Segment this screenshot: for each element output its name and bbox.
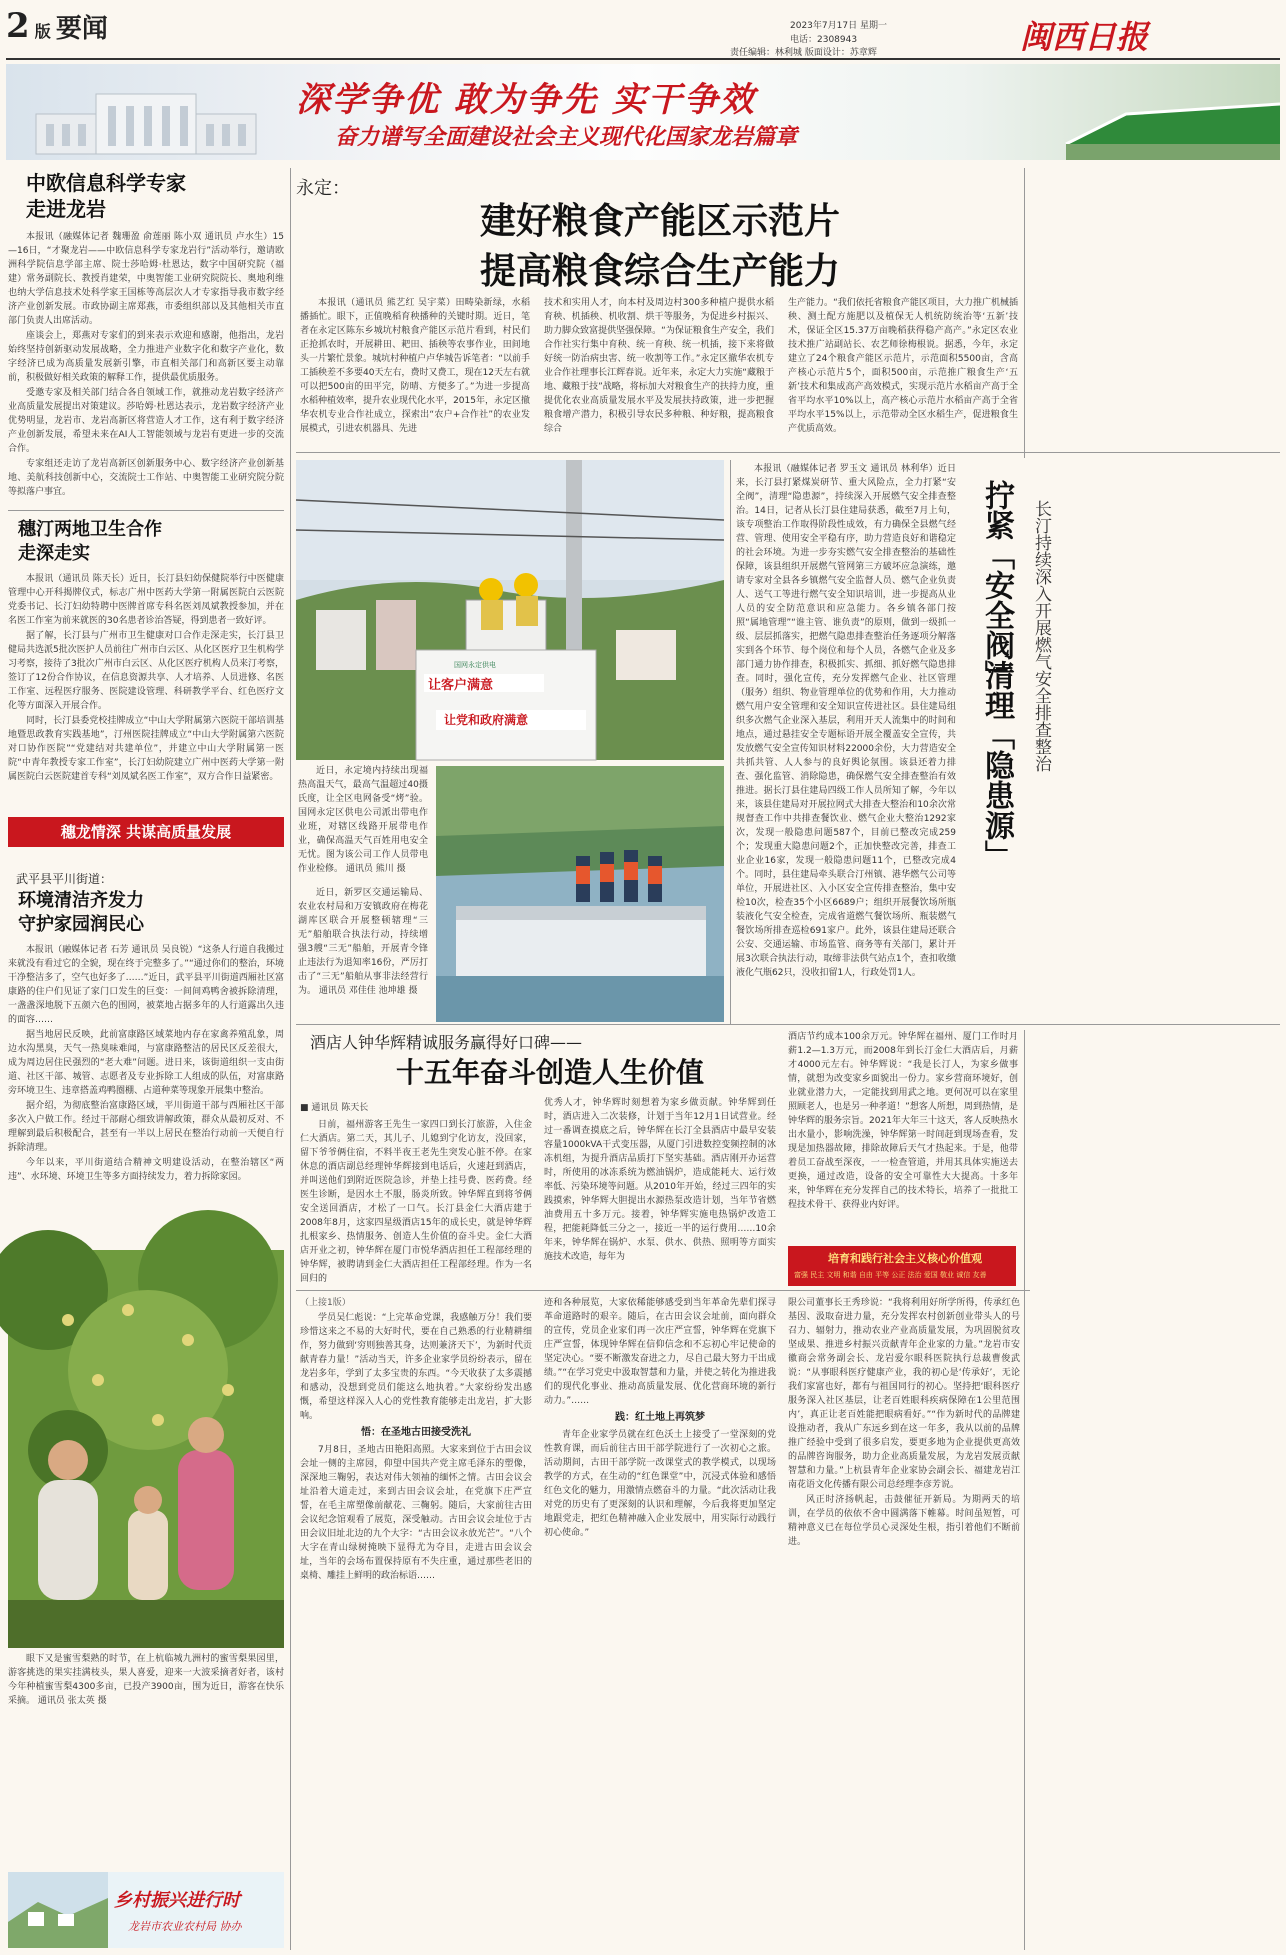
col-divider-right xyxy=(1024,1030,1025,1950)
theme-banner xyxy=(6,64,1280,160)
article3-para: 据介绍，为彻底整治富康路区域，平川街道干部与西厢社区干部多次入户做工作。经过干部耐心细致讲解政策，群众从最初反对、不理解到最后积极配合，甚至有一半以上居民在整治行动前一天便自行拆除清理。 xyxy=(8,1101,284,1153)
lower-para: 7月8日，圣地古田艳阳高照。大家来到位于古田会议会址一侧的主席园，仰望中国共产党主席毛泽东的塑像，深深地三鞠躬，表达对伟大领袖的缅怀之情。古田会议会址沿着大道走过，来到古田会议会址，在党旗下庄严宣誓，在毛主席塑像前献花、三鞠躬。随后，大家前往古田会议纪念馆观看了展览，深受触动。古田会议会址位于古田会议旧址北边的九个大字：“古田会议永放光芒”。“八个大字在青山绿树掩映下显得尤为夺目，走进古田会议会址，当年的会场布置保持原有不失庄重，通过那些老旧的桌椅、雕挂上鲜明的政治标语…… xyxy=(300,1445,532,1581)
photo-train-station xyxy=(1030,168,1280,450)
core-values-list: 富强 民主 文明 和谐 自由 平等 公正 法治 爱国 敬业 诚信 友善 xyxy=(794,1271,987,1279)
photo1-caption: 近日，永定境内持续出现福热高温天气，最高气温超过40摄氏度，让全区电网备受“烤”验。国网永定区供电公司派出带电作业班，对辖区线路开展带电作业，确保高温天气百姓用电安全无忧。图为该公司工作人员带电作业检修。 通讯员 熊川 摄 xyxy=(298,766,428,874)
section-bar-suilong: 穗龙情深 共谋高质量发展 xyxy=(8,817,284,847)
truck-sign-company: 国网永定供电 xyxy=(454,661,496,669)
gas-article-title-a: 拧紧「安全阀」 xyxy=(979,480,1014,690)
article3-para: 据当地居民反映，此前富康路区域菜地内存在家禽养殖乱象，周边水沟黑臭，天气一热臭味难闻，与富康路整洁的居民区反差很大，成为周边居住民强烈的“老大难”问题。进日来，该街道组织一支由街道、社区干部、城管、志愿者及专业拆除工人组成的队伍，对富康路旁环境卫生、违章搭盖鸡鸭圈棚、占道种菜等现象开展集中整治。 xyxy=(8,1030,284,1096)
article2-para: 本报讯（通讯员 陈天长）近日，长汀县妇幼保健院举行中医健康管理中心开科揭牌仪式，标志广州中医药大学第一附属医院白云医院党委书记、长汀妇幼特聘中医牌首席专科名医刘凤斌教授参加，并在名医工作室为前来就医的30名患者诊治答疑，得到患者一致好评。 xyxy=(8,574,284,626)
rule xyxy=(296,452,1280,453)
page-unit: 版 xyxy=(34,22,51,41)
article3-title1: 环境清洁齐发力 xyxy=(18,890,144,911)
banner-train xyxy=(1066,84,1280,160)
header-rule xyxy=(6,58,1280,60)
lower-para: 青年企业家学员就在红色沃土上接受了一堂深刻的党性教育课，而后前往古田干部学院进行了一次初心之旅。活动期间，古田干部学院一改课堂式的教学模式，以现场教学的方式，在生动的“红色课堂”中，沉浸式体验和感悟红色文化的魅力，用激情点燃奋斗的力量。“此次活动让我对党的历史有了更深刻的认识和理解，今后我将更加坚定地跟党走，把红色精神融入企业发展中，用实际行动践行初心使命。” xyxy=(544,1430,776,1538)
article2-body xyxy=(8,572,284,784)
gas-article-title-b: 清理「隐患源」 xyxy=(979,660,1014,870)
page-header xyxy=(0,0,1286,62)
rural-bar-sub: 龙岩市农业农村局 协办 xyxy=(128,1920,242,1933)
photo-power-workers xyxy=(296,460,724,760)
article3-title2: 守护家园润民心 xyxy=(18,914,144,935)
lower-article-col3 xyxy=(788,1296,1020,1950)
article1-para: 本报讯（融媒体记者 魏珊盈 俞莲丽 陈小双 通讯员 卢水生）15—16日，“才聚龙岩——中欧信息科学专家龙岩行”活动举行，邀请欧洲科学院信息学部主席、院士莎哈姆·杜恩达，数字中国研究院（福建）常务副院长、教授肖建荣，中奥智能工业研究院院长、奥地利维也纳大学信息技术处科学家王国栋等高层次人才专家指导我市数字经济产业创新发展。市政协副主席郑燕，市委组织部以及其他相关市直部门负责人出席活动。 xyxy=(8,232,284,326)
rural-bar-title: 乡村振兴进行时 xyxy=(114,1890,240,1911)
continued-label: （上接1版） xyxy=(300,1298,351,1308)
article3-kicker: 武平县平川街道： xyxy=(16,872,113,886)
hotel-article-col2: 优秀人才，钟华辉时刻想着为家乡做贡献。钟华辉到任时，酒店进入二次装修，计划于当年12月1日试营业。经过一番调查摸底之后，钟华辉在长汀全县酒店中最早安装容量1000kVA干式变压器，从厦门引进数控变频控制的冰冻机组，为提升酒店品质打下坚实基础。酒店刚开办运营时，所使用的冰冻系统为燃油锅炉，造成能耗大、运行效率低、污染环境等问题。从2010年开始，经过三四年的实践摸索，钟华辉大胆提出水源热泵改造计划，当年节省燃油费用五十多万元。接着，钟华辉实施电热锅炉改造工程，把能耗降低三分之一，接近一半的运行费用……10余年来，钟华辉在锅炉、水泵、供水、供热、照明等方面实施技术改造，每年为 xyxy=(544,1098,776,1262)
article1-para: 受邀专家及相关部门结合各自领域工作，就推动龙岩数字经济产业高质量发展提出对策建议。莎哈姆·杜恩达表示，龙岩数字经济产业优势明显，龙岩市、龙岩高新区将营造人才工作，这有利于数字经济产业创新发展，希望未来在AI人工智能领域与龙岩有更进一步的交流合作。 xyxy=(8,388,284,454)
article1-title2: 走进龙岩 xyxy=(26,197,106,221)
lower-para: 限公司董事长王秀珍说：“我将利用好所学所得，传承红色基因、汲取奋进力量，充分发挥农村创新创业带头人的号召力、辐射力，推动农业产业高质量发展，为巩固脱贫攻坚成果、推进乡村振兴贡献青年企业家的力量。”龙岩市安徽商会常务副会长、龙岩爱尔眼科医院执行总裁曹俊武说：“从事眼科医疗健康产业，我的初心是‘传承好’，无论我们家富也好，都有与祖国同行的初心。坚持把‘眼科医疗服务深入社区基层，让老百姓眼科疾病保障在1公里范围内’，真正让老百姓能把眼病看好。”“作为新时代的品牌建设推动者，我从广东远乡到在这一年多，我从以前的品牌推广经验中受到了很多启发，要更多地为企业提供更高效的品牌咨询服务，助力企业高质量发展，为龙岩发展贡献智慧和力量。”上杭县青年企业家协会副会长、福建龙岩江南花语文化传播有限公司总经理李彦芳说。 xyxy=(788,1298,1020,1490)
banner-line2: 奋力谱写全面建设社会主义现代化国家龙岩篇章 xyxy=(334,124,797,150)
article3 xyxy=(8,870,284,1182)
hotel-article-col1: 日前，福州游客王先生一家四口到长汀旅游，入住金仁大酒店。第二天，其儿子、儿媳到宁化访友，没回家，留下爷爷俩住宿，不料半夜王老先生突发心脏不停。在家休息的酒店副总经理钟华辉接到电话后，火速赶到酒店，并叫送他们到附近医院急诊，并垫上挂号费、医药费。经医生诊断，是因水土不服，肠炎所致。钟华辉直到将爷俩安全送回酒店，才松了一口气。长汀县金仁大酒店建于2008年8月，这家四星级酒店15年的成长史，就是钟华辉扎根家乡、热情服务、创造人生价值的奋斗史。金仁大酒店开业之初，钟华辉在厦门市悦华酒店担任工程部经理的钟华辉，被聘请到金仁大酒店担任工程部经理。作为一名回归的 xyxy=(300,1120,532,1284)
lower-article-col1 xyxy=(300,1296,532,1950)
article2-title2: 走深走实 xyxy=(18,543,90,564)
header-phone: 电话：2308943 xyxy=(790,35,858,45)
photo-bottom-caption: 眼下又是蜜雪梨熟的时节，在上杭临城九洲村的蜜雪梨果园里，游客挑选的果实挂满枝头，果人喜爱，迎来一大波采摘者好者，该村今年种植蜜雪梨4300多亩，已投产3900亩，围为近日，游客在快乐采摘。 通讯员 张太英 摄 xyxy=(8,1654,284,1706)
header-editors: 责任编辑：林利城 版面设计：苏章辉 xyxy=(730,48,877,58)
main-article-col2: 技术和实用人才，向本村及周边村300多种植户提供水稻育秧、机插秧、机收割、烘干等服务，为促进乡村振兴、助力脚众致富提供坚强保障。“为保证粮食生产安全，我们合作社实行集中育秧、统一育秧、统一机插，接下来将做好统一防治病虫害、统一收割等工作。”永定区撤华农机专业合作社理事长江辉春说。近年来，永定大力实施“藏粮于地、藏粮于技”战略，将标加大对粮食生产的扶持力度，重提优化农业高质量发展水平及发展扶持政策，进一步把握粮食增产潜力，积极引导农民多种粮、种好粮，提高粮食综合 xyxy=(544,298,774,434)
hotel-article-title: 十五年奋斗创造人生价值 xyxy=(395,1056,704,1089)
photo-boat-patrol xyxy=(436,766,724,1022)
main-article-col3: 生产能力。“我们依托省粮食产能区项目，大力推广机械插秧、测土配方施肥以及植保无人机统防统治等‘五新’技术，保证全区15.37万亩晚稻获得稳产高产。”永定区农业技术推广站副站长、农艺师徐梅根说。据悉，今年，永定建立了24个粮食产能区示范片，示范面积5500亩，含高产核心示范片5个，面积500亩，示范推广粮食生产‘五新’技术和集成高产高效模式，实现示范片水稻亩产高于全省平均水平10%以上，高产核心示范片水稻亩产高于全省平均水平15%以上，示范带动全区水稻生产，促进粮食生产优质高效。 xyxy=(788,298,1018,434)
article2-para: 据了解，长汀县与广州市卫生健康对口合作走深走实，长汀县卫健局共选派5批次医护人员前往广州市白云区、从化区医疗卫生机构学习考察，接待了3批次广州市白云区、从化区医疗机构人员来汀考察，签订了12份合作协议，在信息资源共享、人才培养、人员进修、名医工作室、远程医疗服务、医院建设管理、科研教学平台、红色医疗文化等方面深入开展合作。 xyxy=(8,631,284,711)
lower-para: 迹和各种展览，大家依稀能够感受到当年革命先辈们探寻革命道路时的艰辛。随后，在古田会议会址前，面向群众的宣传，党员企业家们再一次庄严宣誓，钟华辉在党旗下庄严宣誓，体现钟华辉在信仰信念和不忘初心牢记使命的坚定决心。“要不断激发奋进之力，尽自己最大努力干出成绩。”“在学习党史中汲取智慧和力量，并使之转化为推进我们的现代化事业、推动高质量发展、优化营商环境的新行动力。”…… xyxy=(544,1298,776,1406)
rural-revitalization-bar xyxy=(8,1872,284,1948)
page-number: 2 xyxy=(6,6,30,46)
page-number-box xyxy=(6,6,136,46)
article3-body xyxy=(8,943,284,1184)
main-article-title1: 建好粮食产能区示范片 xyxy=(479,200,840,242)
right-column-space xyxy=(1030,1030,1280,1950)
article1-para: 座谈会上，郑燕对专家们的到来表示欢迎和感谢，他指出，龙岩始终坚持创新驱动发展战略，全力推进产业数字化和数字产业化，数字经济已成为高质量发展新引擎，市直相关部门和高新区要主动靠前，积极做好相关政策的解释工作，提供最优质服务。 xyxy=(8,331,284,383)
core-values-title: 培育和践行社会主义核心价值观 xyxy=(828,1252,982,1265)
hotel-article-byline: ■ 通讯员 陈天长 xyxy=(300,1103,369,1113)
article2 xyxy=(8,518,284,804)
section-title: 要闻 xyxy=(55,14,108,44)
article2-title1: 穗汀两地卫生合作 xyxy=(18,519,162,540)
article3-para: 今年以来，平川街道结合精神文明建设活动，在整治辖区“两违”、水环境、环境卫生等多方面持续发力，着力拆除家园。 xyxy=(8,1158,284,1182)
col-divider-main xyxy=(1024,168,1025,458)
header-date: 2023年7月17日 星期一 xyxy=(790,21,887,31)
truck-sign-party: 让党和政府满意 xyxy=(444,713,529,727)
article1-para: 专家组还走访了龙岩高新区创新服务中心、数字经济产业创新基地、美航科技创新中心，交流院士工作站、中奥智能工业研究院分院等拟落户事宜。 xyxy=(8,459,284,497)
core-values-banner xyxy=(788,1246,1016,1286)
gas-article-subtitle: 长汀持续深入开展燃气安全排查整治 xyxy=(1031,500,1051,772)
hotel-article-kicker: 酒店人钟华辉精诚服务赢得好口碑—— xyxy=(310,1033,583,1052)
col-divider-gas xyxy=(730,460,731,1024)
main-article-title2: 提高粮食综合生产能力 xyxy=(479,250,840,292)
subhead-wu: 悟：在圣地古田接受洗礼 xyxy=(361,1427,471,1438)
rule xyxy=(296,1024,1280,1025)
article1-title1: 中欧信息科学专家 xyxy=(26,171,186,195)
subhead-jian: 践：红土地上再筑梦 xyxy=(615,1412,705,1423)
hotel-article-col3: 酒店节约成本100余万元。钟华辉在福州、厦门工作时月薪1.2—1.3万元，而2008年到长汀金仁大酒店后，月薪才4000元左右。钟华辉说：“我是长汀人，为家乡做事情，就想为改变家乡面貌出一份力。家乡营商环境好，创业就业潜力大，一定能找到用武之地。更何况可以在家里照顾老人，也是另一种孝道！”想客人所想，周到热情，是钟华辉的服务宗旨。2021年大年三十这天，客人反映热水出水量小，影响洗澡，钟华辉第一时间赶到现场查看，发现是加热器故障，排除故障后天气才热起来。于是，他带着员工奋战至深夜，一一检查管道，并用其具体实施送去更换，通过改造，设备的安全可靠性大大提高。十多年来，钟华辉在充分发挥自己的技术特长，培养了一批批工程技术骨干、获得业内好评。 xyxy=(788,1032,1018,1210)
photo-picking-pears xyxy=(8,1250,284,1648)
truck-sign-customer: 让客户满意 xyxy=(428,678,494,693)
banner-line1: 深学争优 敢为争先 实干争效 xyxy=(296,80,756,120)
lower-para: 风正时济扬帆起，击鼓催征开新局。为期两天的培训，在学员的依依不舍中圆满落下帷幕。时间虽短暂，可精神意义已在每位学员心灵深处生根，指引着他们不断前进。 xyxy=(788,1495,1020,1547)
masthead-logo: 闽西日报 xyxy=(1020,18,1149,56)
rural-bar-village xyxy=(8,1872,108,1948)
main-article-col1: 本报讯（通讯员 熊艺红 吴宇菜）田畴染新绿，水稻播插忙。眼下，正值晚稻育秧播种的关键时期。近日，笔者在永定区陈东乡城坑村粮食产能区示范片看到，村民们正抢抓农时，开展耕田、耙田、插秧等农事作业，田间地头一片繁忙景象。城坑村种植户卢华城告诉笔者：“以前手工插秧差不多要40天左右，费时又费工，现在12天左右就可以把500亩的田平完，防晴、方便多了。”为进一步提高水稻种植效率，提升农业现代化水平，2015年，永定区撤华农机专业合作社成立，探索出“农户+合作社”的农业发展模式，引进农机器具、先进 xyxy=(300,298,530,434)
gas-article-body: 本报讯（融媒体记者 罗玉文 通讯员 林利华）近日来，长汀县打紧煤炭研节、重大风险点，全力打紧“安全阀”，清理“隐患源”，持续深入开展燃气安全排查整治。14日，记者从长汀县住建局获悉，截至7月上旬，该专项整治工作取得阶段性成效，有力确保全县燃气经营、管理、使用安全平稳有序，助力营造良好和谐稳定的社会环境。为进一步夯实燃气安全排查整治的基础性保障，该县组织开展燃气管网第三方破坏应急演练，邀请专家对全县各乡镇燃气安全监督人员、燃气企业负责人、送气工等进行燃气安全知识培训，进一步提高从业人员的安全防范意识和应急能力。各乡镇各部门按照“属地管理”“谁主管、谁负责”的原则，做到一级抓一级、层层抓落实，把燃气隐患排查整治任务逐项分解落实到各个环节、每个岗位和每个人员，各燃气企业及多部门通力协作排查，积极抓实、抓细、抓好燃气隐患排查。同时，强化宣传，充分发挥燃气企业、社区管理（服务）组织、物业管理单位的优势和作用，大力推动燃气用户安全管理和安全知识宣传进社区。县住建局组织多次燃气企业深入基层，利用开天人流集中的时间和地点，通过悬挂安全专题标语开展全覆盖安全宣传，共发放燃气安全宣传知识材料22000余份，大力营造安全共抓共管、人人参与的良好舆论氛围。该县还着力排查、强化监管、消除隐患，确保燃气安全排查整治有效推进。据长汀县住建局四级工作人员所知了解，今年以来，该县住建局对开展拉网式大排查大整治和10余次常规督查工作中共排查餐饮业、燃气企业大整治1292家次，发现一般隐患问题587个，目前已整改完成259个；发现重大隐患问题2个，正加快整改完善，排查工业企业16家，发现一般隐患问题11个，已整改完成4个。同时，县住建局牵头联合汀州镇、港华燃气公司等单位，开展进社区、入小区安全宣传排查整治，集中安检10次，检查35个小区6689户；组织开展餐饮场所瓶装液化气安全检查，完成省道燃气餐饮场所、瓶装燃气餐饮场所排查巡检691家户。此外，该县住建局还联合公安、交通运输、市场监管、商务等有关部门，累计开展3次联合执法行动，取缔非法供气站点1个，查扣收缴液化气瓶62只，没收扣留1人，行政处罚1人。 xyxy=(736,464,956,978)
article2-para: 同时，长汀县委党校挂牌成立“中山大学附属第六医院干部培训基地暨思政教育实践基地”，汀州医院挂牌成立“中山大学附属第六医院对口协作医院”“党建结对共建单位”，并建立中山大学附属第一医院“中青年教授专家工作室”，长汀妇幼院建立广州中医药大学第一附属医院白云医院建首专科“刘凤斌名医工作室”，双方合作日益紧密。 xyxy=(8,716,284,782)
col-divider-left xyxy=(290,168,291,1950)
article3-para: 本报讯（融媒体记者 石芳 通讯员 吴良锐）“这条人行道自我搬过来就没有看过它的全貌，现在终于完整多了。”“通过你们的整治，环境干净整洁多了，空气也好多了……”近日，武平县平川街道西厢社区富康路的住户们见证了家门口发生的巨变：一间间鸡鸭舍被拆除清理，一盏盏深地脱下五颜六色的围网，被菜地占据多年的人行道露出久违的面容…… xyxy=(8,945,284,1025)
article1-body xyxy=(8,230,284,499)
main-article-kicker: 永定： xyxy=(296,178,350,199)
lower-article-col2 xyxy=(544,1296,776,1950)
article1 xyxy=(8,170,284,505)
rule xyxy=(8,510,284,511)
lower-para: 学员吴仁彪说：“上完革命党课，我感触万分！我们要珍惜这来之不易的大好时代，要在自己熟悉的行业精耕细作，努力做到‘穷则独善其身，达则兼济天下’，为新时代贡献青春力量！”活动当天，许多企业家学员纷纷表示，留在龙岩多年，学到了太多宝贵的东西。“今天收获了太多震撼和感动，没想到党员们能这么地执着。”大家纷纷发出感慨，希望这样深入人心的党性教育能够走出龙岩，扩大影响。 xyxy=(300,1313,532,1421)
photo2-caption: 近日，新罗区交通运输局、农业农村局和万安镇政府在梅花湖库区联合开展整顿辖理“三无”船舶联合执法行动，持续增强3艘“三无”船舶，开展青令锋止违法行为退知率16份，严厉打击了“三无”船舶从事非法经营行为。 通讯员 邓佳佳 池坤雄 摄 xyxy=(298,888,428,996)
